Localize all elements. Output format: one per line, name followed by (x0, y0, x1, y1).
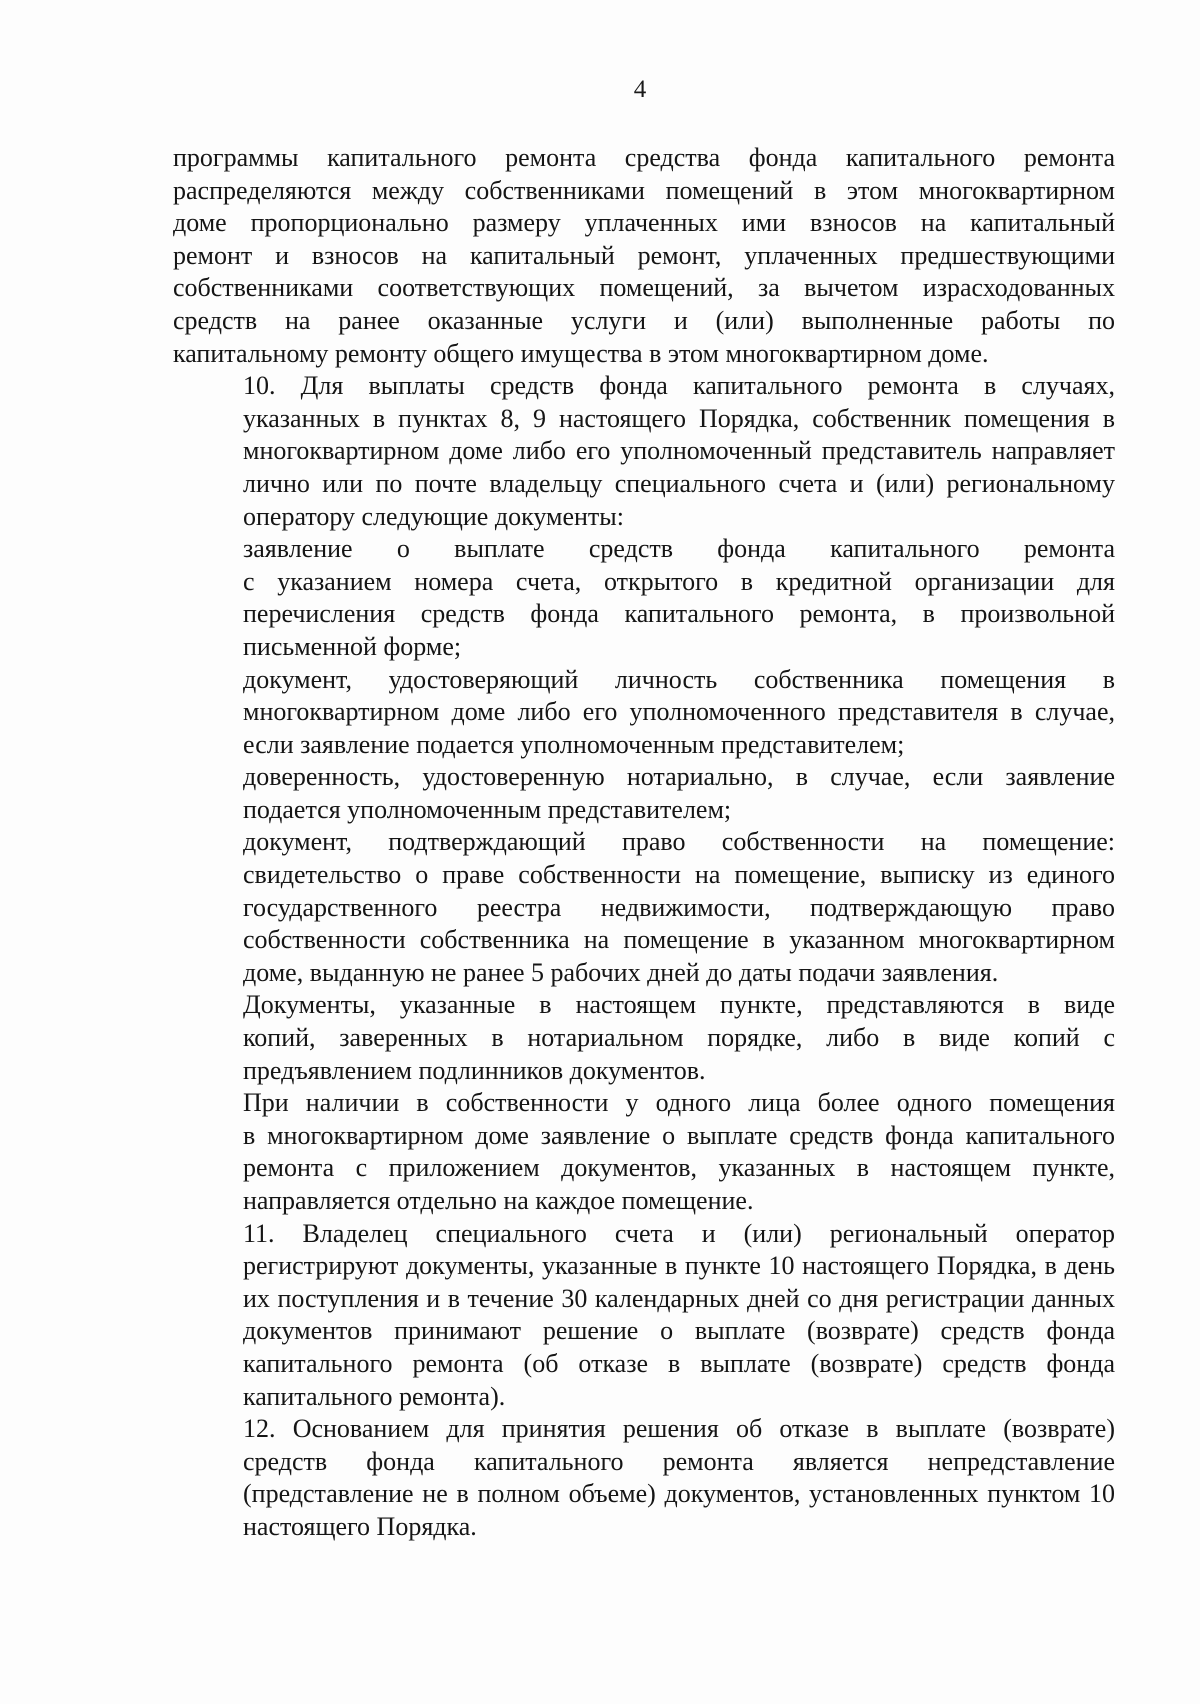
paragraph (173, 370, 1115, 533)
text-line: собственниками соответствующих помещений, за вычетом израсходованных (173, 273, 1115, 303)
text-line: если заявление подается уполномоченным представителем; (243, 729, 905, 759)
text-line: копий, заверенных в нотариальном порядке, либо в виде копий с (243, 1023, 1115, 1053)
text-line: собственности собственника на помещение в указанном многоквартирном (243, 925, 1115, 955)
text-line: заявление о выплате средств фонда капитального ремонта (243, 534, 1115, 564)
text-line: При наличии в собственности у одного лица более одного помещения (243, 1088, 1115, 1118)
text-line: настоящего Порядка. (243, 1511, 477, 1541)
text-line: документ, подтверждающий право собственности на помещение: (243, 827, 1115, 857)
text-line: государственного реестра недвижимости, подтверждающую право (243, 892, 1115, 922)
text-line: (представление не в полном объеме) документов, установленных пунктом 10 (243, 1479, 1115, 1509)
page-number: 4 (633, 76, 647, 103)
text-line: многоквартирном доме либо его уполномоченного представителя в случае, (243, 697, 1115, 727)
document-body (173, 142, 1115, 1544)
text-line: средств на ранее оказанные услуги и (или) выполненные работы по (173, 305, 1115, 335)
text-line: распределяются между собственниками помещений в этом многоквартирном (173, 175, 1115, 205)
text-line: в многоквартирном доме заявление о выплате средств фонда капитального (243, 1120, 1115, 1150)
text-line: указанных в пунктах 8, 9 настоящего Порядка, собственник помещения в (243, 403, 1115, 433)
text-line: с указанием номера счета, открытого в кредитной организации для (243, 566, 1115, 596)
text-line: направляется отдельно на каждое помещение. (243, 1186, 754, 1215)
text-line: капитального ремонта). (243, 1381, 506, 1411)
text-line: 12. Основанием для принятия решения об отказе в выплате (возврате) (243, 1414, 1115, 1444)
text-line: перечисления средств фонда капитального ремонта, в произвольной (243, 599, 1115, 629)
paragraph (173, 826, 1115, 989)
paragraph (173, 142, 1115, 370)
text-line: капитальному ремонту общего имущества в этом многоквартирном доме. (173, 338, 989, 368)
text-line: многоквартирном доме либо его уполномоченный представитель направляет (243, 436, 1115, 466)
text-line: регистрируют документы, указанные в пункте 10 настоящего Порядка, в день (243, 1251, 1115, 1281)
paragraph (173, 989, 1115, 1087)
text-line: предъявлением подлинников документов. (243, 1055, 706, 1085)
text-line: их поступления и в течение 30 календарных дней со дня регистрации данных (243, 1283, 1115, 1313)
text-line: лично или по почте владельцу специального счета и (или) региональному (243, 468, 1115, 498)
paragraph (173, 1413, 1115, 1543)
text-line: Документы, указанные в настоящем пункте, представляются в виде (243, 990, 1115, 1020)
paragraph (173, 761, 1115, 826)
text-line: ремонт и взносов на капитальный ремонт, уплаченных предшествующими (173, 240, 1115, 270)
text-line: документов принимают решение о выплате (возврате) средств фонда (243, 1316, 1115, 1346)
text-line: подается уполномоченным представителем; (243, 794, 732, 824)
text-line: свидетельство о праве собственности на помещение, выписку из единого (243, 860, 1115, 890)
text-line: капитального ремонта (об отказе в выплате (возврате) средств фонда (243, 1348, 1115, 1378)
paragraph (173, 1087, 1115, 1217)
paragraph (173, 533, 1115, 663)
text-line: оператору следующие документы: (243, 501, 624, 531)
text-line: средств фонда капитального ремонта является непредставление (243, 1446, 1115, 1476)
text-line: документ, удостоверяющий личность собственника помещения в (243, 664, 1115, 694)
text-line: ремонта с приложением документов, указанных в настоящем пункте, (243, 1153, 1115, 1183)
text-line: доверенность, удостоверенную нотариально, в случае, если заявление (243, 762, 1115, 792)
paragraph (173, 1218, 1115, 1414)
text-line: доме, выданную не ранее 5 рабочих дней до даты подачи заявления. (243, 957, 999, 987)
text-line: доме пропорционально размеру уплаченных ими взносов на капитальный (173, 208, 1115, 238)
text-line: программы капитального ремонта средства фонда капитального ремонта (173, 143, 1115, 172)
paragraph (173, 664, 1115, 762)
text-line: 10. Для выплаты средств фонда капитального ремонта в случаях, (243, 371, 1115, 401)
text-line: 11. Владелец специального счета и (или) региональный оператор (243, 1218, 1115, 1248)
text-line: письменной форме; (243, 631, 462, 661)
